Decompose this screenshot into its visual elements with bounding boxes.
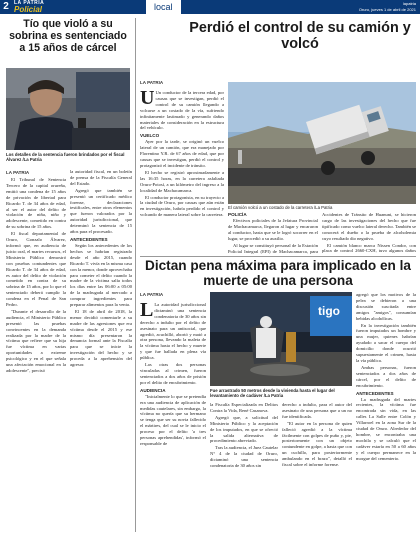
paragraph: El hecho se registró aproximadamente a las 16:35 horas, en la carretera asfaltada Oruro-Potosí, a un kilómetro del ingreso a la localidad de Machacamarca.: [140, 169, 224, 193]
paragraph: Ambas personas, fueron sentenciados a dos años de cárcel, por el delito de encubrimiento.: [356, 364, 416, 388]
brand-bottom: Policial: [14, 5, 43, 14]
left-story-col1: [6, 177, 66, 531]
paragraph: Según los antecedentes de los hechos se habrían registrado desde el año 2015, cuando Ricardo T. vivía en la misma casa con la menor, donde aprovechaba para cometer el delito cuando la madre de la víctima salía todos los días entre las 06:00 a 05:00 de la madrugada al mercado a comprar ingredientes para preparar alimentos para la venta.: [70, 242, 132, 308]
drop-cap: U: [140, 90, 155, 109]
paragraph: [140, 90, 224, 131]
section-divider: [140, 256, 416, 257]
brand-top: LA PATRIA: [14, 0, 45, 6]
murder-story-col3: [282, 402, 352, 532]
paragraph: El camión blanco marca Nissen Condor, con placa de control 2660-CXH, tuvo algunos daños: [322, 242, 416, 254]
header-meta: [359, 1, 416, 13]
left-story-headline: Tío que violó a su sobrina es sentenciado a 15 años de cárcel: [9, 18, 127, 54]
paragraph: La madrugada del martes recientes, la víctima fue encontrada sin vida, en las calles La Salle entre Colón y Villarroel en la zona Sur de la ciudad de Oruro. Alrededor del hombre, se encontraba una mochila y se calculó que el cadáver estaría en 50 a 60 años y el cuerpo permanece en la morgue del cementerio.: [356, 396, 416, 461]
murder-story-headline: Dictan pena máxima para implicado en la muerte de una persona: [145, 258, 411, 288]
paragraph: Al lugar se constituyó personal de la Estación Policial Integral (EPI) de Machacamarca, para: [228, 242, 318, 254]
page-header: [0, 0, 420, 14]
paragraph: la autoridad fiscal, en un boletín de prensa de la Fiscalía General del Estado.: [70, 169, 132, 186]
truck-story-col2: [228, 212, 318, 254]
subheading: AUDIENCIA: [140, 387, 166, 393]
subheading: ANTECEDENTES: [70, 236, 108, 242]
left-story-caption: Los detalles de la sentencia fueron brindados por el fiscal Álvarez /La Patria: [6, 152, 125, 163]
paragraph: [140, 302, 206, 361]
truck-story-col1: [140, 90, 224, 226]
paragraph: El fiscal departamental de Oruro, Gonzalo Álvarez, informó que, en audiencia de juicio oral, el martes recursos, el Ministerio Público demostró con pruebas contundentes que Ricardo T. de 34 años de edad, es autor del delito de violación cometido en contra de su sobrina de 15 años, por lo que el sentenciado deberá cumplir la condena en el Penal de San Pedro.: [6, 231, 66, 308]
paragraph: Agregó que, a solicitud del Ministerio Público y la aceptación de los imputados, en que se ofreció la salida alternativa de procedimiento abreviado.: [210, 414, 278, 444]
murder-story-col4: [356, 292, 416, 532]
truck-story-photo: [228, 82, 416, 204]
left-story-byline: LA PATRIA: [6, 170, 30, 175]
truck-story-caption: El camión volcó a un costado de la carretera /La Patria: [228, 205, 333, 210]
paragraph: "El autor en la persona de quien falleció agredió a la víctima fácilmente con golpes de puño y, pie, posteriormente con un objeto contundente en golpe, a hasta que con un cuchillo, para posteriormente ambulando en el brazo", detalló el fiscal sobre el informe forense.: [282, 420, 352, 468]
murder-story-col1: [140, 302, 206, 532]
page-number: 2: [0, 0, 12, 14]
paragraph: Tras la audiencia, el Juez Cautelar N° 4 de la ciudad de Oruro, dictaminó una sentencia condenatoria de 30 años sin: [210, 445, 278, 469]
paragraph: Las otras dos personas vinculadas al crimen, fueron sentenciados a dos años de prisión por el delito de encubrimiento.: [140, 362, 206, 385]
drop-cap: L: [140, 302, 154, 321]
site-name: lapatria: [402, 1, 416, 6]
paragraph: En la investigación también fueron imputados un hombre y una mujer, quienes habrían ayudado a sacar el cuerpo del domicilio donde ocurrió supuestamente el crimen, hasta la vía pública.: [356, 322, 416, 363]
paragraph: El conductor protagonista, en su trayecto a la ciudad de Oruro, por causas que aún están en investigación, habría perdido el control y volcando de manera lateral sobre la carretera.: [140, 194, 224, 218]
subheading: VUELCO: [140, 133, 160, 139]
murder-story-byline: LA PATRIA: [140, 292, 164, 297]
fiscal-photo-graphic: [6, 68, 130, 150]
left-story-col2: [70, 169, 132, 531]
paragraph-text: Un conductor de la tercera edad, por causas que se investigan, perdió el control de su camión llegando a volcarse a un costado de la vía, sufriendo infinitamente lastimado y generando daños materiales de consideración en la estructura del vehículo.: [140, 90, 224, 131]
truck-story-col3: [322, 212, 416, 254]
issue-date: Oruro, jueves 1 de abril de 2021: [358, 7, 416, 12]
paragraph-text: La autoridad jurisdiccional dictaminó una sentencia condenatoria de 30 años sin derecho a indulto por el delito de asesinato para un antisocial, que agredió, acuchilló, abortó y mató a otra persona, llevando la maleta de la víctima hasta el hecho y muerte y que fue hallada en plena vía pública.: [140, 302, 206, 361]
paragraph: agregó que los motivos de la pelea se debieron a una discusión suscitada entre amigos "amigos", consumían bebidas alcohólicas.: [356, 292, 416, 321]
paragraph: El Tribunal de Sentencia Tercero de la capital orureña, emitió una condena de 15 años de privación de libertad para Ricardo T. de 34 años de edad, al ser el autor del delito de violación de niña, niño y adolescente, cometido en contra de su sobrina de 15 años.: [6, 177, 66, 230]
left-story-photo: [6, 68, 130, 150]
brand-logo: [14, 0, 44, 14]
paragraph: Ayer por la tarde, se originó un vuelco lateral de un camión, que era manejado por Florentino Y.R. de 67 años de edad, que por causas que se investigan, perdió el control y protagonizó el incidente de tránsito.: [140, 139, 224, 168]
subheading: POLICÍA: [228, 212, 247, 217]
truck-story-byline: LA PATRIA: [140, 80, 164, 85]
section-label: local: [146, 0, 181, 14]
murder-story-photo: [210, 292, 352, 386]
paragraph: Accidentes de Tránsito de Huanuni, se hicieron cargo de las investigaciones del hecho que fue tipificado como vuelco lateral derecho. También se conocerá el dueño o la prueba de alcoholemia cuyo resultado dio negativo.: [322, 212, 416, 241]
paragraph: derecho a indulto, para el autor del asesinato de una persona que a un no fue identificada.: [282, 402, 352, 419]
truck-story-headline: Perdió el control de su camión y volcó: [189, 20, 411, 52]
paragraph: Efectivos policiales de la Jefatura Provincial de Machacamarca, llegaron al lugar y encararon al conductor, hasta que se le logró socorrer en el lugar, se procedió a su auxilio.: [228, 218, 318, 241]
paragraph: El 18 de abril de 2018, la menor decidió comentarle a su madre de las agresiones que era víctima desde el 2015 y ese mismo día presentaron la denuncia formal ante la Fiscalía para que se inicie la investigación del hecho y se proceda a la aprehensión del agresor.: [70, 308, 132, 368]
sign-text: tigo: [318, 304, 340, 318]
paragraph: Agregó que también se presentó un certificado médico forense, declaraciones testificales, entre otros elementos que fueron valorados por la autoridad jurisdiccional, que determinó la sentencia de 15 años para el procesado.: [70, 187, 132, 235]
paragraph: la Fiscalía Especializada en Delitos Contra la Vida, René Casanova.: [210, 402, 278, 413]
subheading: ANTECEDENTES: [356, 390, 394, 396]
paragraph: "Inicialmente lo que se pretendía era una audiencia de aplicación de medidas cautelares, sin embargo, la víctima no quería que su hermano se tenga que ser su novia fallecido el mártires, del cual se le inicio el proceso por el delito 'a tres personas aprehendidas', informó el responsable de: [140, 393, 206, 446]
murder-story-col2: [210, 402, 278, 532]
truck-photo-graphic: [228, 82, 416, 204]
murder-story-caption: Fue arrastrado 50 metros desde la vivienda hasta el lugar del levantamiento de cadáver /La Patria: [210, 388, 335, 399]
paragraph: "Durante el desarrollo de la audiencia, el Ministerio Público presentó las pruebas convincentes en la demanda realizada por la madre de la víctima que refiere que su hija fue víctima en varias oportunidades a extreme psicológico y en el que señala una afectación emocional en la adolescente", precisó: [6, 308, 66, 373]
column-divider: [135, 18, 136, 532]
